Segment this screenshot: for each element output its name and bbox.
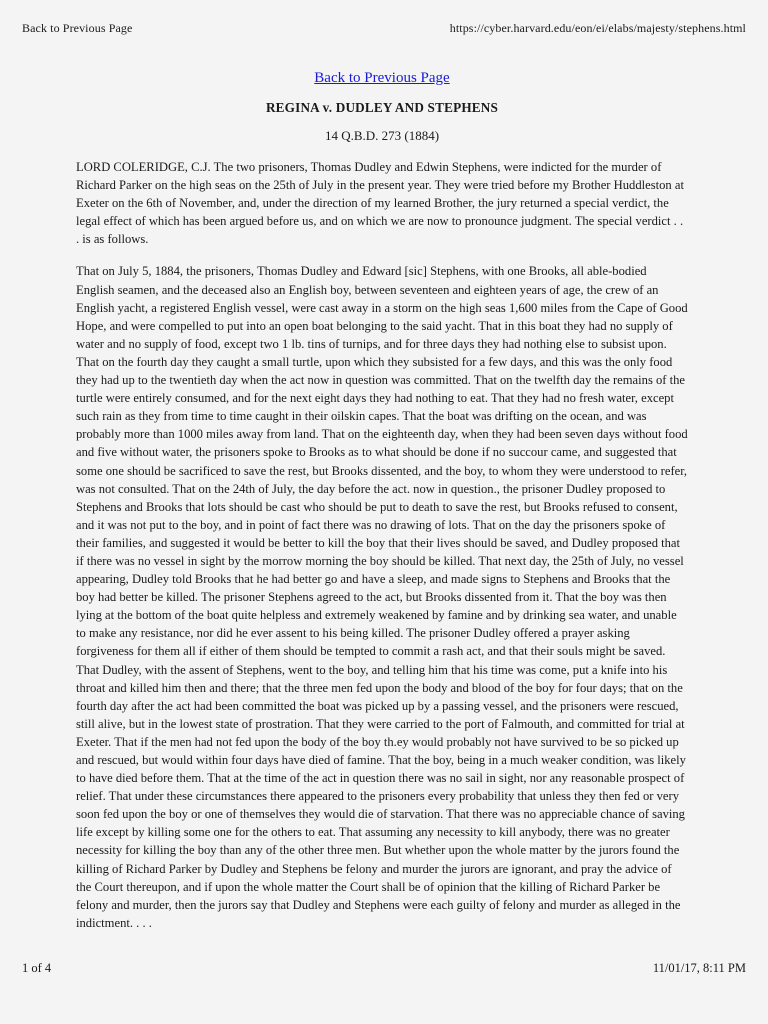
back-to-previous-page-link[interactable]: Back to Previous Page xyxy=(314,70,450,86)
print-header xyxy=(22,20,746,36)
print-footer xyxy=(22,960,746,976)
document-body xyxy=(76,70,688,932)
print-header-url: https://cyber.harvard.edu/eon/ei/elabs/majesty/stephens.html xyxy=(449,20,746,35)
page-number: 1 of 4 xyxy=(22,960,52,975)
case-citation: 14 Q.B.D. 273 (1884) xyxy=(324,128,440,143)
special-verdict-paragraph: That on July 5, 1884, the prisoners, Thomas Dudley and Edward [sic] Stephens, with one Brooks, all able-bodied English seamen, and the deceased also an English boy, between seventeen and eighteen years of age, the crew of an English yacht, a registered English vessel, were cast away in a storm on the high seas 1,600 miles from the Cape of Good Hope, and were compelled to put into an open boat belonging to the said yacht. That in this boat they had no supply of water and no supply of food, except two 1 lb. tins of turnips, and for three days they had nothing else to subsist upon. That on the fourth day they caught a small turtle, upon which they subsisted for a few days, and this was the only food they had up to the twentieth day when the act now in question was committed. That on the twelfth day the remains of the turtle were entirely consumed, and for the next eight days they had nothing to eat. That they had no fresh water, except such rain as they from time to time caught in their oilskin capes. That the boat was drifting on the ocean, and was probably more than 1000 miles away from land. That on the eighteenth day, when they had been seven days without food and five without water, the prisoners spoke to Brooks as to what should be done if no succour came, and suggested that some one should be sacrificed to save the rest, but Brooks dissented, and the boy, to whom they were understood to refer, was not consulted. That on the 24th of July, the day before the act. now in question., the prisoner Dudley proposed to Stephens and Brooks that lots should be cast who should be put to death to save the rest, but Brooks refused to consent, and it was not put to the boy, and in point of fact there was no drawing of lots. That on the day the prisoners spoke of their families, and suggested it would be better to kill the boy that their lives should be saved, and Dudley proposed that if there was no vessel in sight by the morrow morning the boy should be killed. That next day, the 25th of July, no vessel appearing, Dudley told Brooks that he had better go and have a sleep, and made signs to Stephens and Brooks that the boy had better be killed. The prisoner Stephens agreed to the act, but Brooks dissented from it. That the boy was then lying at the bottom of the boat quite helpless and extremely weakened by famine and by drinking sea water, and unable to make any resistance, nor did he ever assent to his being killed. The prisoner Dudley offered a prayer asking forgiveness for them all if either of them should be tempted to commit a rash act, and that their souls might be saved. That Dudley, with the assent of Stephens, went to the boy, and telling him that his time was come, put a knife into his throat and killed him then and there; that the three men fed upon the body and blood of the boy for four days; that on the fourth day after the act had been committed the boat was picked up by a passing vessel, and the prisoners were rescued, still alive, but in the lowest state of prostration. That they were carried to the port of Falmouth, and committed for trial at Exeter. That if the men had not fed upon the body of the boy th.ey would probably not have survived to be so picked up and rescued, but would within four days have died of famine. That the boy, being in a much weaker condition, was likely to have died before them. That at the time of the act in question there was no sail in sight, nor any reasonable prospect of relief. That under these circumstances there appeared to the prisoners every probability that unless they then fed or very soon fed upon the boy or one of themselves they would die of starvation. That there was no appreciable chance of saving life except by killing some one for the others to eat. That assuming any necessity to kill anybody, there was no greater necessity for killing the boy than any of the other three men. But whether upon the whole matter by the jurors found the killing of Richard Parker by Dudley and Stephens be felony and murder the jurors are ignorant, and pray the advice of the Court thereupon, and if upon the whole matter the Court shall be of opinion that the killing of Richard Parker be felony and murder, then the jurors say that Dudley and Stephens were each guilty of felony and murder as alleged in the indictment. . . . xyxy=(76,264,688,930)
opinion-paragraph: LORD COLERIDGE, C.J. The two prisoners, Thomas Dudley and Edwin Stephens, were indicted for the murder of Richard Parker on the high seas on the 25th of July in the present year. They were tried before my Brother Huddleston at Exeter on the 6th of November, and, under the direction of my learned Brother, the jury returned a special verdict, the legal effect of which has been argued before us, and on which we are now to pronounce judgment. The special verdict . . . is as follows. xyxy=(76,160,684,247)
print-timestamp: 11/01/17, 8:11 PM xyxy=(652,960,746,975)
print-header-title: Back to Previous Page xyxy=(22,20,133,35)
case-title: REGINA v. DUDLEY AND STEPHENS xyxy=(265,100,499,115)
